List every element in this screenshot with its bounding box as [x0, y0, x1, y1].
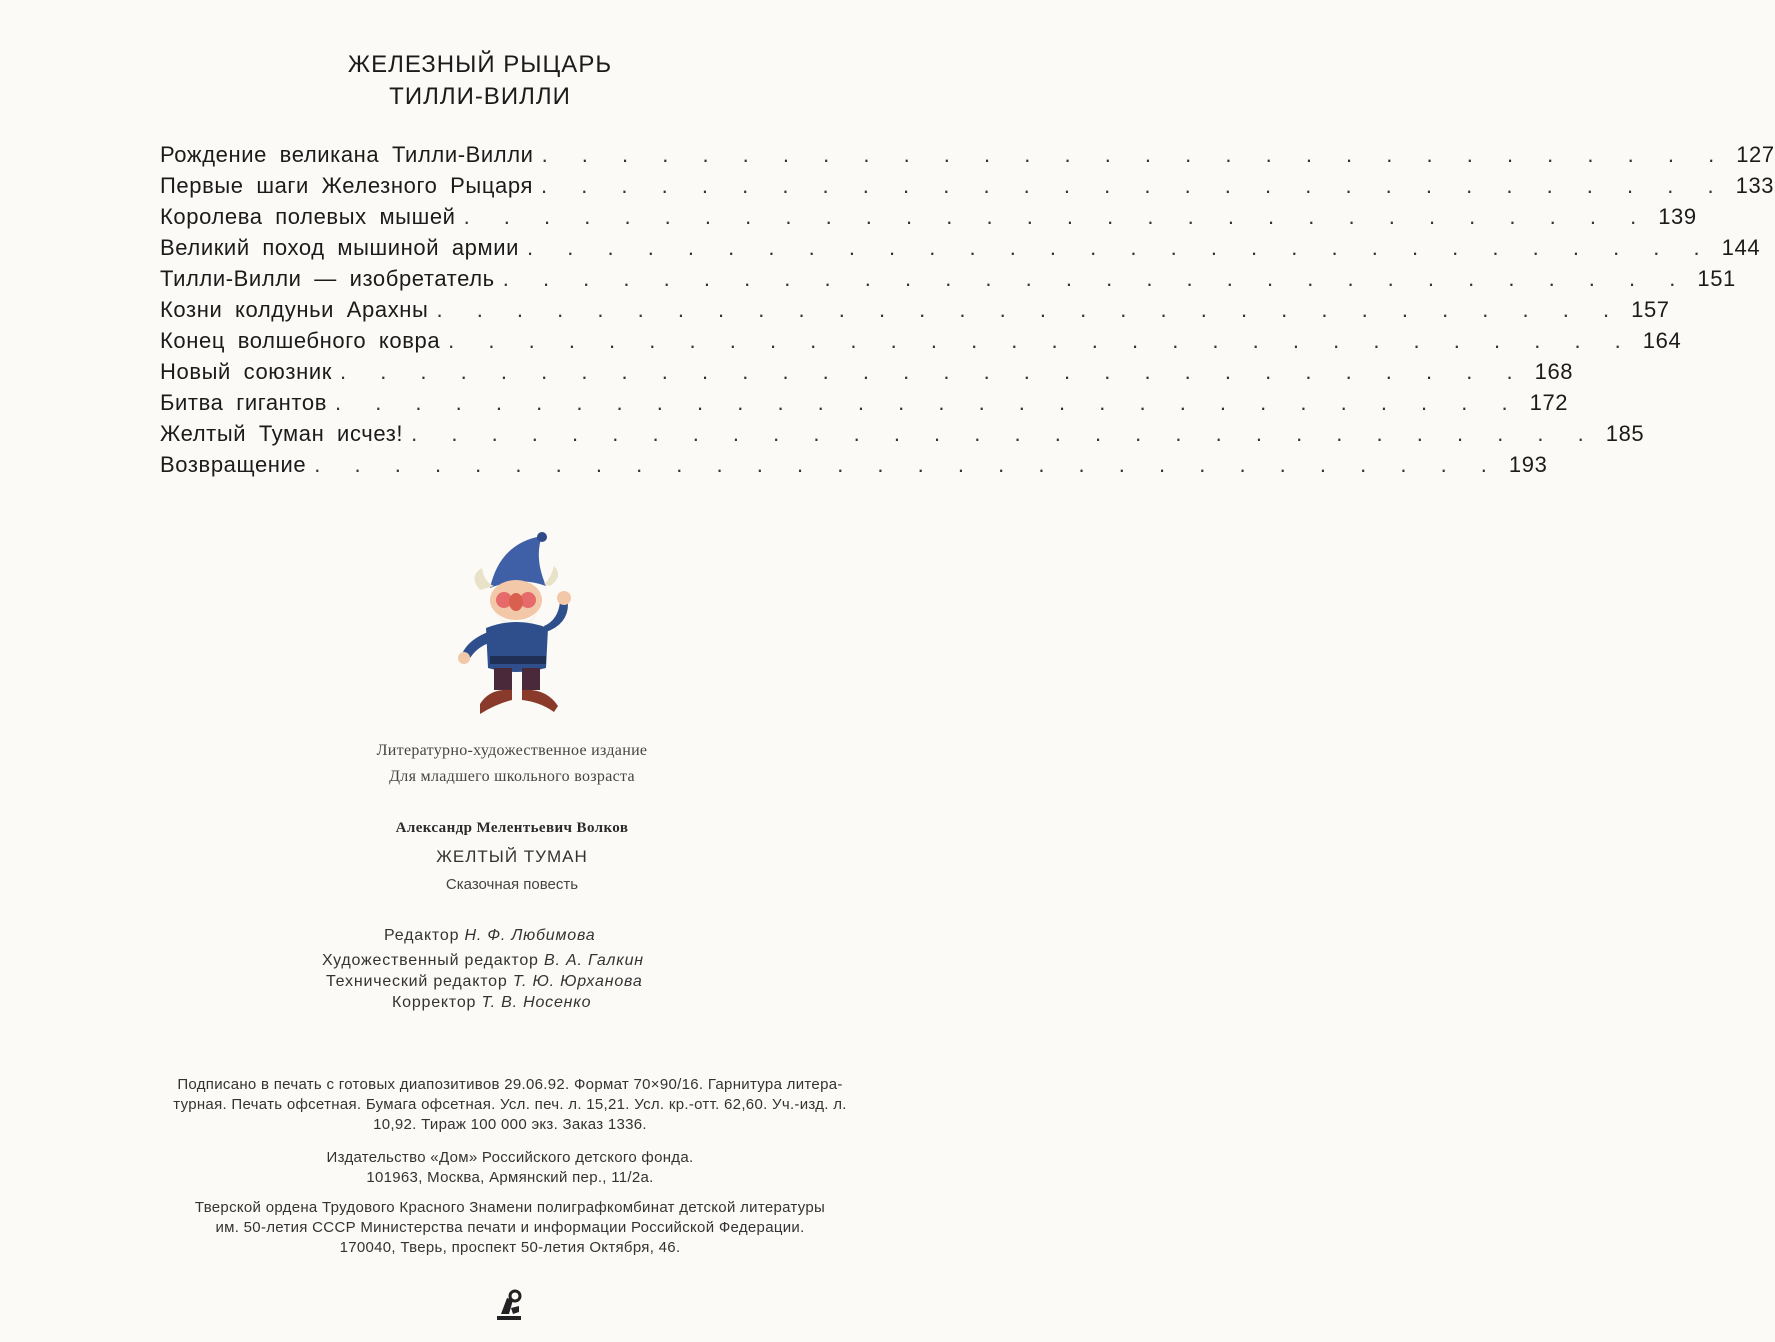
print-line: 10,92. Тираж 100 000 экз. Заказ 1336.	[373, 1116, 647, 1133]
credit-person: В. А. Галкин	[544, 952, 644, 969]
toc-entry-title: Королева полевых мышей	[160, 204, 456, 229]
printer-line: Тверской ордена Трудового Красного Знамени полиграфкомбинат детской литературы	[194, 1199, 826, 1216]
toc-entry-title: Конец волшебного ковра	[160, 328, 441, 353]
credit-art-editor	[322, 952, 644, 970]
toc-entry-page: 172	[1529, 390, 1569, 415]
toc-entry	[160, 142, 1775, 173]
toc-entry	[160, 235, 1761, 266]
printer-line: 170040, Тверь, проспект 50-летия Октября, 46.	[339, 1239, 681, 1256]
book-subtitle: Сказочная повесть	[445, 876, 579, 893]
table-of-contents	[160, 142, 1775, 483]
toc-entry-title: Великий поход мышиной армии	[160, 235, 520, 260]
section-title-line2: ТИЛЛИ-ВИЛЛИ	[389, 83, 571, 110]
credit-role: Художественный редактор	[322, 952, 539, 969]
toc-entry-title: Рождение великана Тилли-Вилли	[160, 142, 534, 167]
credit-person: Т. В. Носенко	[481, 994, 592, 1011]
toc-leader-dots: . . . . . . . . . . . . . . . . . . . . . . . . . . . . . .	[502, 266, 1690, 291]
toc-entry	[160, 421, 1645, 452]
publisher-line: 101963, Москва, Армянский пер., 11/2а.	[366, 1169, 654, 1186]
credit-person: Т. Ю. Юрханова	[512, 973, 643, 990]
publisher-details	[80, 1148, 940, 1188]
toc-entry-page: 139	[1658, 204, 1697, 229]
toc-leader-dots: . . . . . . . . . . . . . . . . . . . . . . . . . . . . . .	[463, 204, 1651, 229]
toc-leader-dots: . . . . . . . . . . . . . . . . . . . . . . . . . . . . . .	[339, 359, 1527, 384]
credit-proofreader	[392, 994, 591, 1012]
credit-role: Редактор	[384, 927, 460, 944]
publisher-line: Издательство «Дом» Российского детского фонда.	[326, 1149, 694, 1166]
section-title-line1: ЖЕЛЕЗНЫЙ РЫЦАРЬ	[347, 51, 613, 78]
toc-entry-page: 127	[1736, 142, 1775, 167]
toc-leader-dots: . . . . . . . . . . . . . . . . . . . . . . . . . . . . . .	[411, 421, 1598, 446]
credit-person: Н. Ф. Любимова	[464, 927, 596, 944]
print-line: Подписано в печать с готовых диапозитивов 29.06.92. Формат 70×90/16. Гарнитура литера-	[177, 1076, 843, 1093]
toc-leader-dots: . . . . . . . . . . . . . . . . . . . . . . . . . . . . . .	[314, 452, 1501, 477]
toc-entry-page: 133	[1735, 173, 1775, 198]
toc-entry	[160, 328, 1682, 359]
toc-entry	[160, 173, 1775, 204]
toc-leader-dots: . . . . . . . . . . . . . . . . . . . . . . . . . . . . . .	[334, 390, 1522, 415]
printer-line: им. 50-летия СССР Министерства печати и информации Российской Федерации.	[215, 1219, 805, 1236]
credit-role: Корректор	[392, 994, 477, 1011]
credit-role: Технический редактор	[326, 973, 508, 990]
toc-entry	[160, 297, 1670, 328]
toc-entry	[160, 390, 1569, 421]
gnome-illustration	[450, 528, 580, 718]
print-line: турная. Печать офсетная. Бумага офсетная. Усл. печ. л. 15,21. Усл. кр.-отт. 62,60. Уч.-изд. л.	[173, 1096, 847, 1113]
toc-entry-page: 157	[1631, 297, 1670, 322]
edition-type: Литературно-художественное издание	[376, 742, 648, 759]
toc-entry-page: 185	[1605, 421, 1645, 446]
toc-leader-dots: . . . . . . . . . . . . . . . . . . . . . . . . . . . . . .	[541, 142, 1729, 167]
toc-entry-page: 164	[1642, 328, 1682, 353]
toc-entry-title: Первые шаги Железного Рыцаря	[160, 173, 533, 198]
printer-details	[80, 1198, 940, 1258]
toc-leader-dots: . . . . . . . . . . . . . . . . . . . . . . . . . . . . . .	[540, 173, 1728, 198]
toc-entry-title: Желтый Туман исчез!	[160, 421, 404, 446]
toc-entry	[160, 266, 1736, 297]
toc-entry-page: 144	[1721, 235, 1761, 260]
toc-leader-dots: . . . . . . . . . . . . . . . . . . . . . . . . . . . . . .	[448, 328, 1635, 353]
toc-entry	[160, 452, 1548, 483]
toc-entry-title: Возвращение	[160, 452, 307, 477]
printer-logo-icon	[489, 1286, 529, 1326]
toc-entry	[160, 204, 1697, 235]
toc-entry-page: 168	[1534, 359, 1574, 384]
toc-entry-page: 151	[1697, 266, 1736, 291]
author-name: Александр Мелентьевич Волков	[395, 820, 629, 836]
print-details	[80, 1075, 940, 1135]
toc-leader-dots: . . . . . . . . . . . . . . . . . . . . . . . . . . . . . .	[527, 235, 1714, 260]
toc-entry	[160, 359, 1574, 390]
credit-editor	[384, 927, 595, 945]
toc-leader-dots: . . . . . . . . . . . . . . . . . . . . . . . . . . . . . .	[436, 297, 1624, 322]
book-title: ЖЕЛТЫЙ ТУМАН	[436, 847, 588, 866]
audience: Для младшего школьного возраста	[389, 768, 635, 785]
credit-tech-editor	[326, 973, 643, 991]
toc-entry-page: 193	[1508, 452, 1548, 477]
toc-entry-title: Козни колдуньи Арахны	[160, 297, 429, 322]
toc-entry-title: Новый союзник	[160, 359, 332, 384]
toc-entry-title: Тилли-Вилли — изобретатель	[160, 266, 495, 291]
toc-entry-title: Битва гигантов	[160, 390, 327, 415]
